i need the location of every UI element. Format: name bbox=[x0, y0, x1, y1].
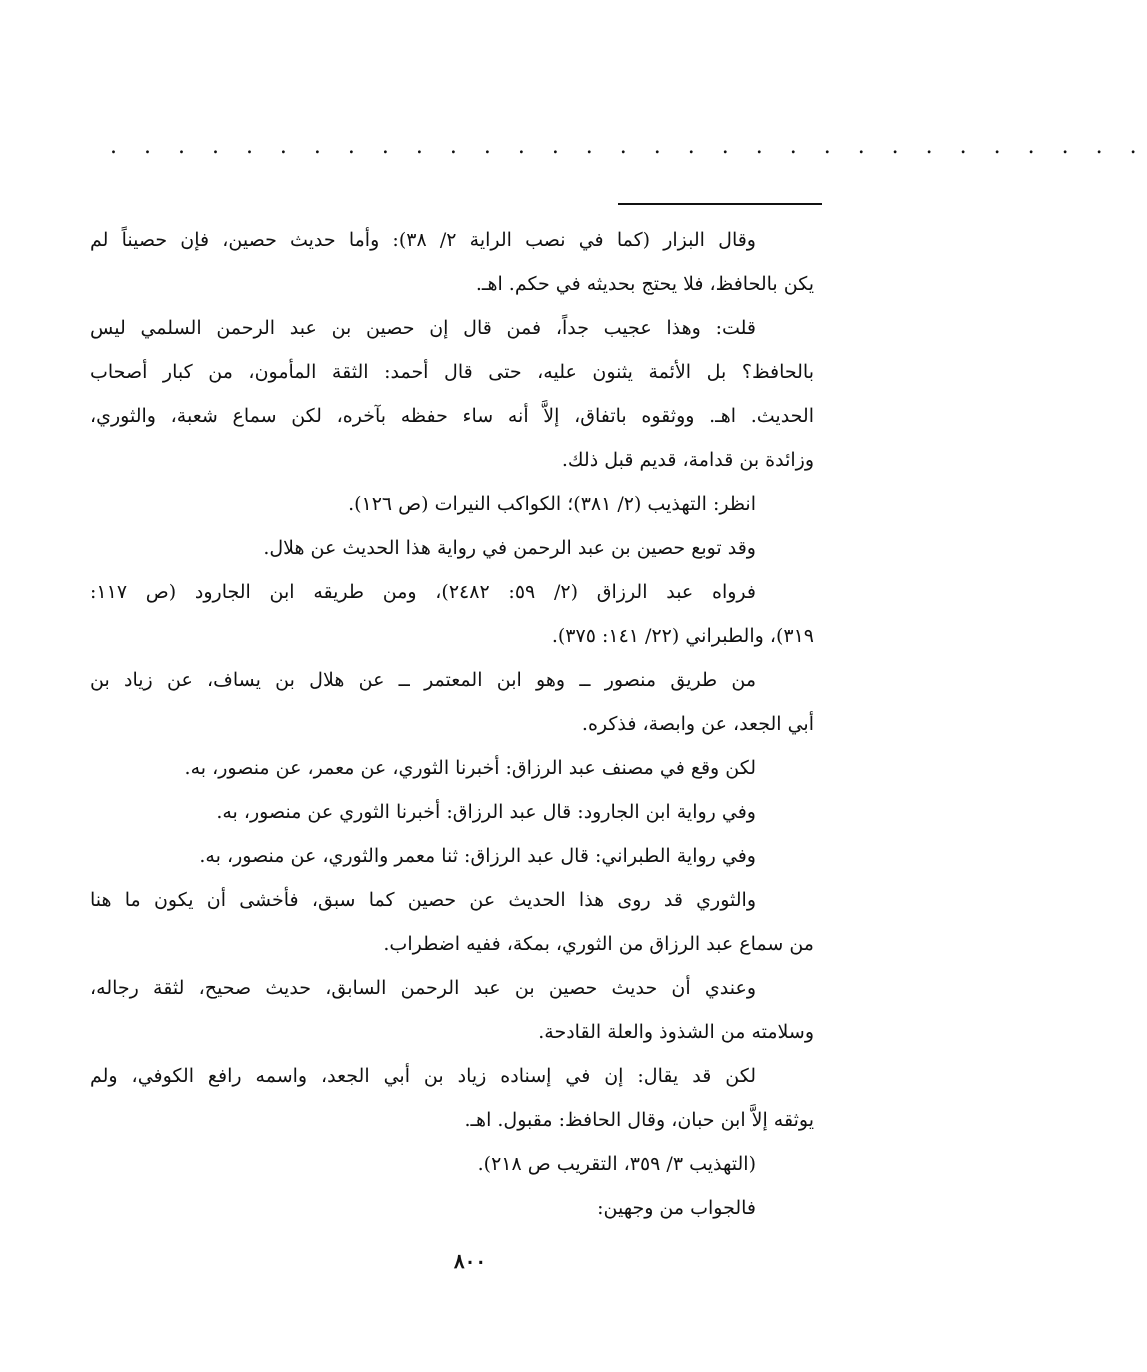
footnote-rule bbox=[618, 203, 822, 205]
text-line: من طريق منصور ــ وهو ابن المعتمر ــ عن هلال بن يساف، عن زياد بن bbox=[90, 669, 756, 691]
text-line: وعندي أن حديث حصين بن عبد الرحمن السابق، حديث صحيح، لثقة رجاله، bbox=[90, 977, 756, 999]
text-line: بالحافظ؟ بل الأئمة يثنون عليه، حتى قال أحمد: الثقة المأمون، من كبار أصحاب bbox=[90, 361, 814, 383]
text-line: وقال البزار (كما في نصب الراية ٢/ ٣٨): وأما حديث حصين، فإن حصيناً لم bbox=[90, 229, 756, 251]
text-line: (التهذيب ٣/ ٣٥٩، التقريب ص ٢١٨). bbox=[477, 1153, 756, 1175]
text-line: ٣١٩)، والطبراني (٢٢/ ١٤١: ٣٧٥). bbox=[551, 625, 814, 647]
text-line: يكن بالحافظ، فلا يحتج بحديثه في حكم. اهـ. bbox=[475, 273, 814, 295]
text-line: وزائدة بن قدامة، قديم قبل ذلك. bbox=[561, 449, 814, 471]
page-number: ٨٠٠ bbox=[453, 1249, 487, 1273]
text-line: والثوري قد روى هذا الحديث عن حصين كما سبق، فأخشى أن يكون ما هنا bbox=[90, 889, 756, 911]
text-line: وسلامته من الشذوذ والعلة القادحة. bbox=[538, 1021, 814, 1043]
text-line: فالجواب من وجهين: bbox=[597, 1197, 756, 1219]
text-line: الحديث. اهـ. ووثقوه باتفاق، إلاَّ أنه ساء حفظه بآخره، لكن سماع شعبة، والثوري، bbox=[90, 405, 814, 427]
text-line: وقد توبع حصين بن عبد الرحمن في رواية هذا الحديث عن هلال. bbox=[263, 537, 756, 559]
text-line: فرواه عبد الرزاق (٢/ ٥٩: ٢٤٨٢)، ومن طريقه ابن الجارود (ص ١١٧: bbox=[90, 581, 756, 603]
text-line: قلت: وهذا عجيب جداً، فمن قال إن حصين بن عبد الرحمن السلمي ليس bbox=[90, 317, 756, 339]
body-text bbox=[90, 218, 814, 1230]
text-line: وفي رواية الطبراني: قال عبد الرزاق: ثنا معمر والثوري، عن منصور، به. bbox=[199, 845, 756, 867]
text-line: يوثقه إلاَّ ابن حبان، وقال الحافظ: مقبول. اهـ. bbox=[464, 1109, 814, 1131]
text-line: لكن قد يقال: إن في إسناده زياد بن أبي الجعد، واسمه رافع الكوفي، ولم bbox=[90, 1065, 756, 1087]
text-line: من سماع عبد الرزاق من الثوري، بمكة، ففيه اضطراب. bbox=[383, 933, 814, 955]
text-line: وفي رواية ابن الجارود: قال عبد الرزاق: أخبرنا الثوري عن منصور، به. bbox=[216, 801, 756, 823]
text-line: لكن وقع في مصنف عبد الرزاق: أخبرنا الثوري، عن معمر، عن منصور، به. bbox=[184, 757, 756, 779]
separator-dots: . . . . . . . . . . . . . . . . . . . . . . . . . . . . . . . bbox=[110, 134, 1147, 159]
text-line: انظر: التهذيب (٢/ ٣٨١)؛ الكواكب النيرات (ص ١٢٦). bbox=[348, 493, 756, 515]
text-line: أبي الجعد، عن وابصة، فذكره. bbox=[581, 713, 814, 735]
